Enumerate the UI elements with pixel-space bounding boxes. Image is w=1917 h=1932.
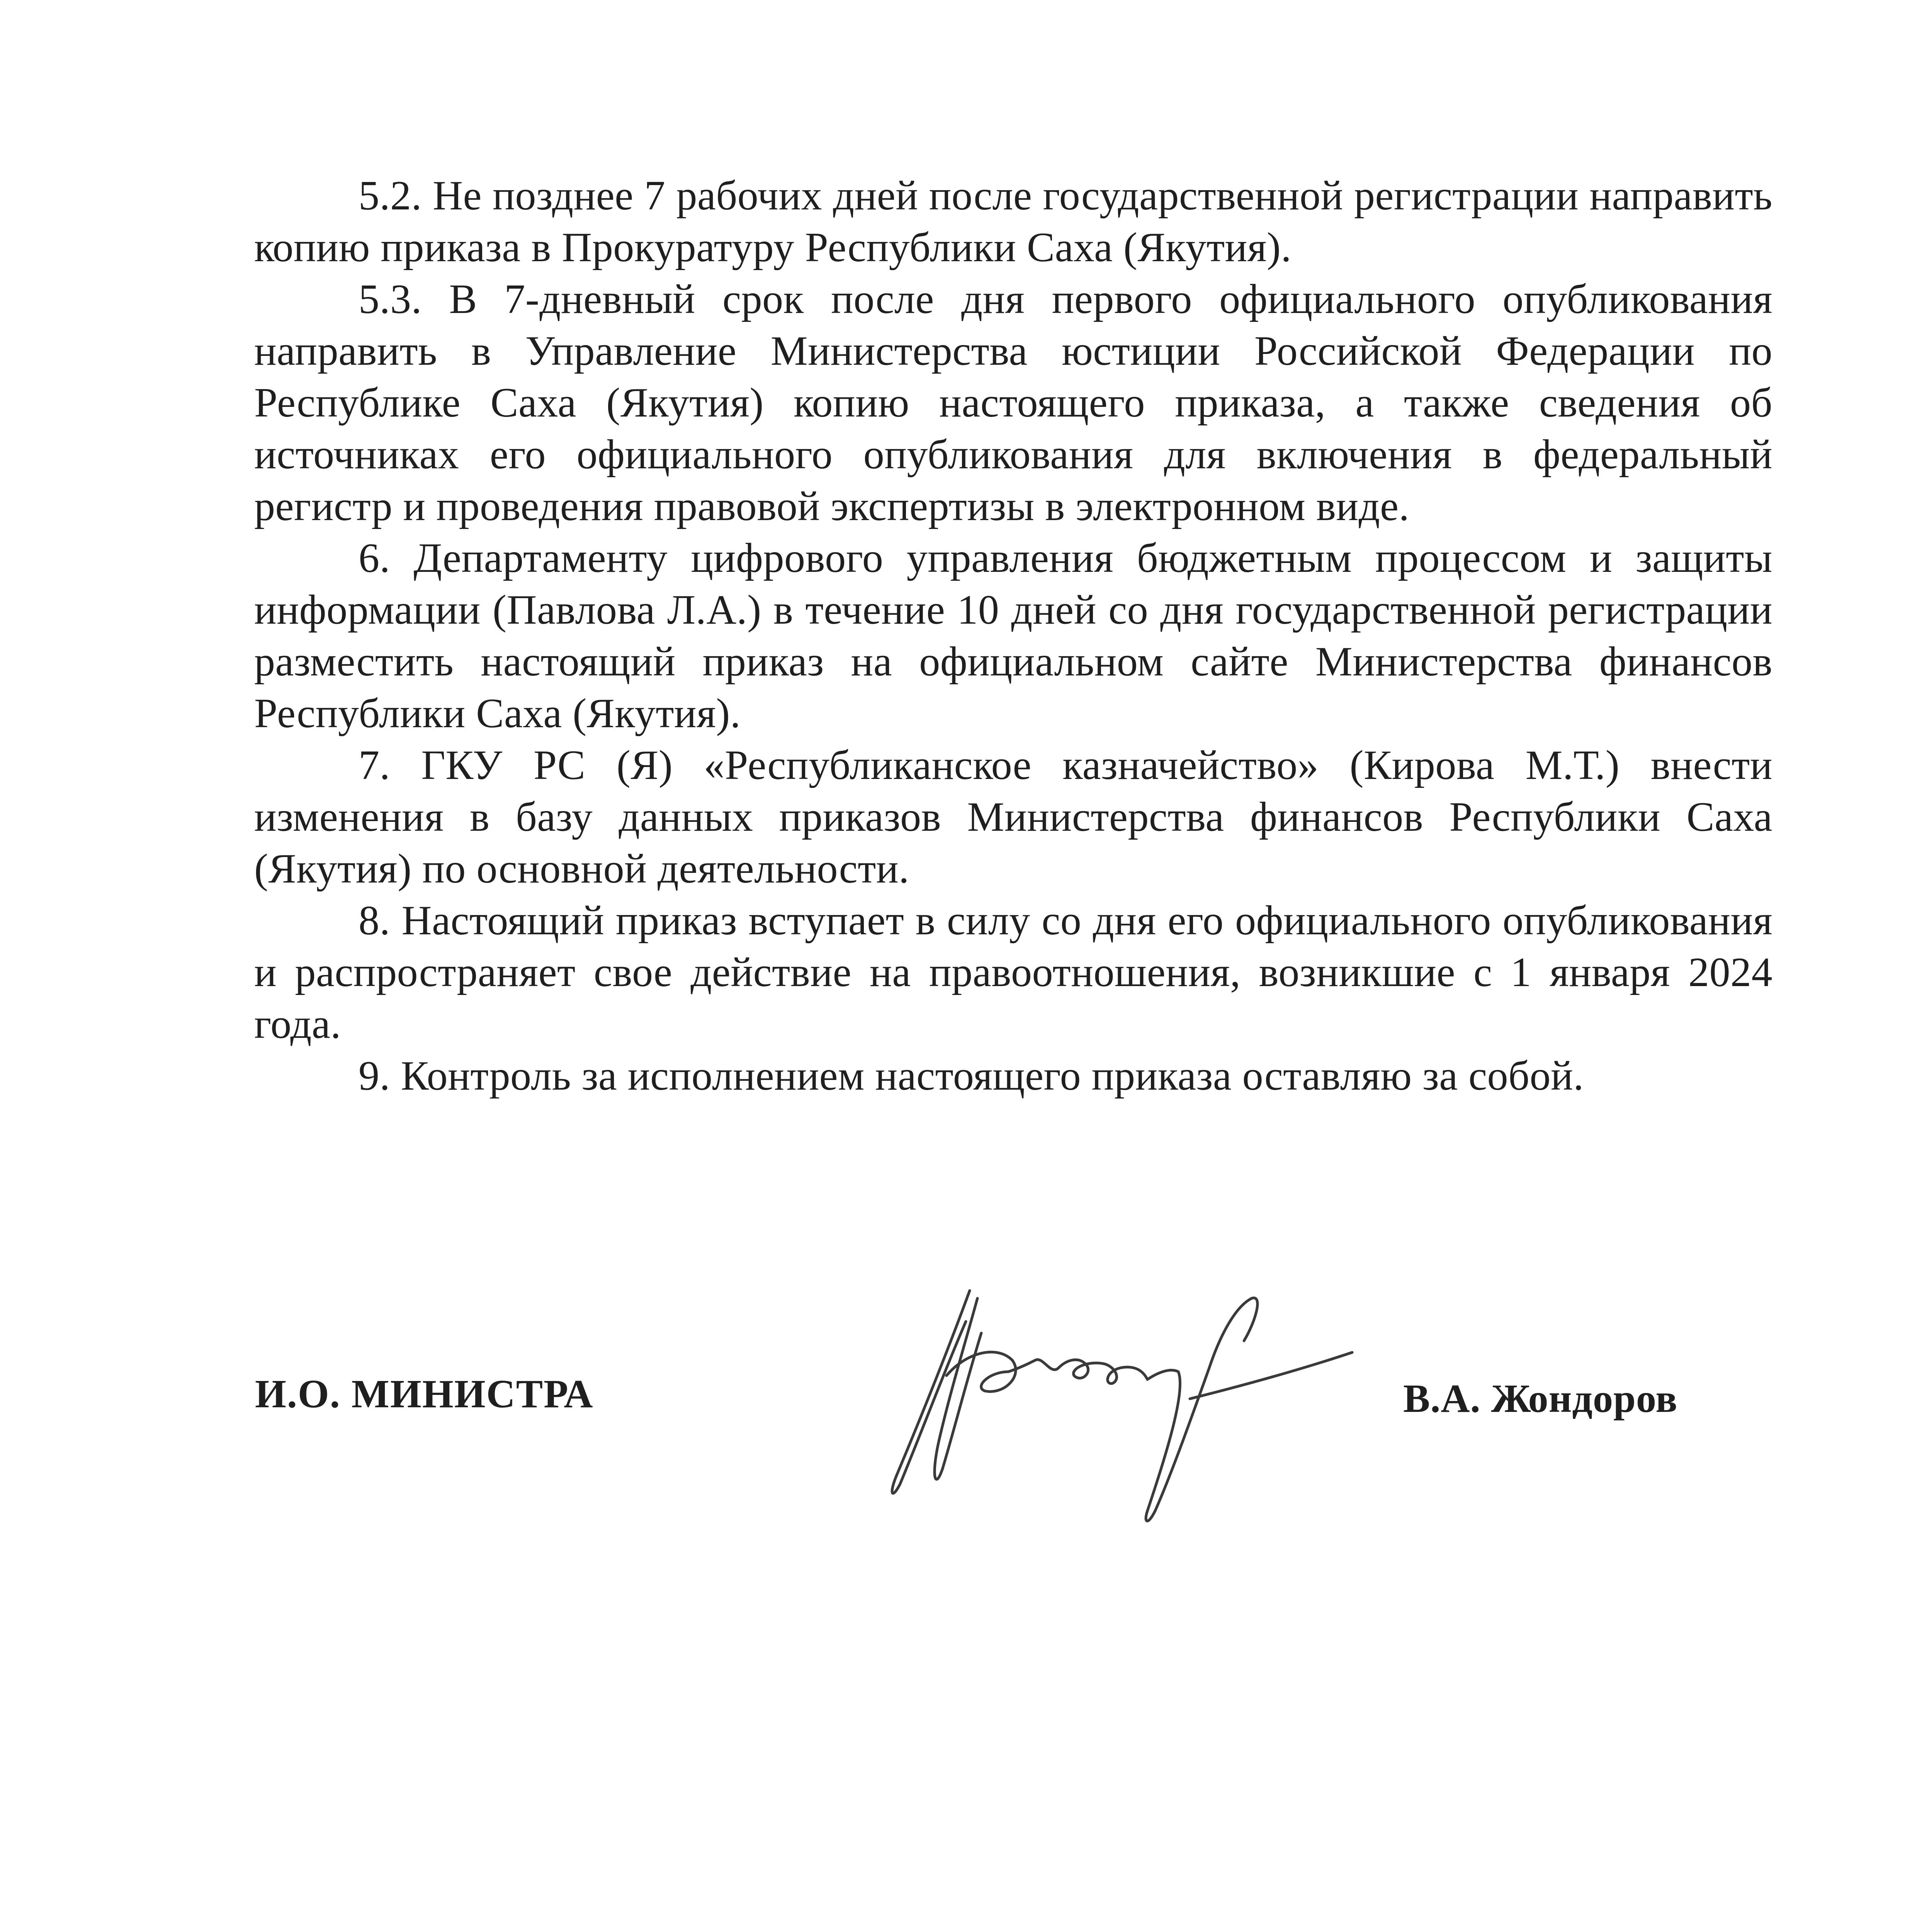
handwritten-signature <box>850 1275 1399 1546</box>
paragraph-5-2: 5.2. Не позднее 7 рабочих дней после государственной регистрации направить копию приказа в Прокуратуру Республики Саха (Якутия). <box>254 173 1773 270</box>
paragraph-7: 7. ГКУ РС (Я) «Республиканское казначейство» (Кирова М.Т.) внести изменения в базу данных приказов Министерства финансов Республики Саха (Якутия) по основной деятельности. <box>254 742 1773 892</box>
paragraph-8: 8. Настоящий приказ вступает в силу со дня его официального опубликования и распространяет свое действие на правоотношения, возникшие с 1 января 2024 года. <box>254 898 1773 1047</box>
paragraph-9: 9. Контроль за исполнением настоящего приказа оставляю за собой. <box>359 1053 1584 1099</box>
signer-name: В.А. Жондоров <box>1403 1376 1678 1421</box>
paragraph-6: 6. Департаменту цифрового управления бюджетным процессом и защиты информации (Павлова Л.А.) в течение 10 дней со дня государственной регистрации разместить настоящий приказ на официальном сайте Министерства финансов Республики Саха (Якутия). <box>254 535 1773 736</box>
signer-position: И.О. МИНИСТРА <box>255 1372 594 1416</box>
paragraph-5-3: 5.3. В 7-дневный срок после дня первого официального опубликования направить в Управление Министерства юстиции Российской Федерации по Республике Саха (Якутия) копию настоящего приказа, а также сведения об источниках его официального опубликования для включения в федеральный регистр и проведения правовой экспертизы в электронном виде. <box>254 276 1773 529</box>
